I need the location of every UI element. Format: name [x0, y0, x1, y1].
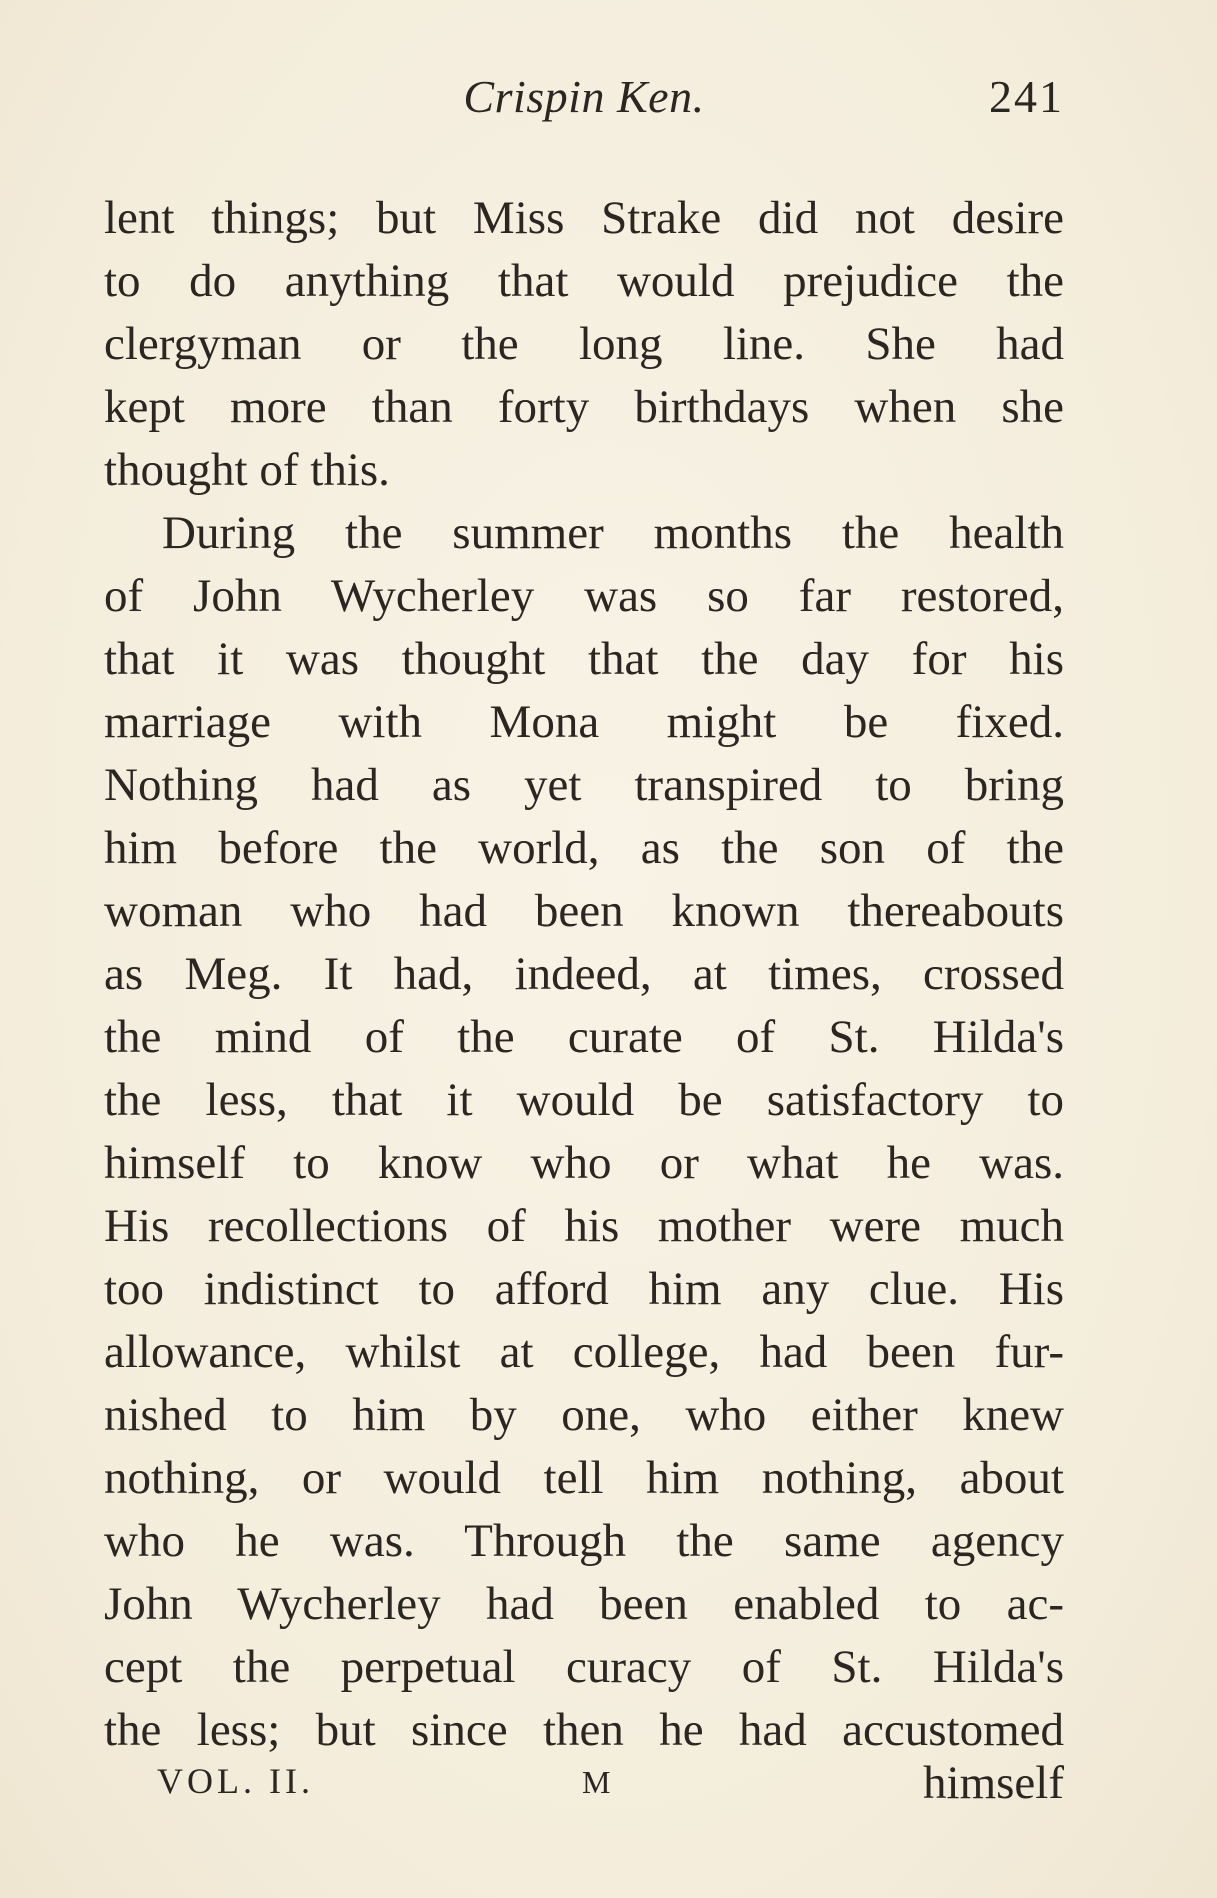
text-line: cept the perpetual curacy of St. Hilda's — [104, 1641, 1064, 1693]
text-line: clergyman or the long line. She had — [104, 318, 1064, 370]
text-line: allowance, whilst at college, had been fur- — [104, 1326, 1064, 1378]
page-footer — [104, 1757, 1064, 1820]
text-line: nothing, or would tell him nothing, about — [104, 1452, 1064, 1504]
text-line: woman who had been known thereabouts — [104, 885, 1064, 937]
text-line: who he was. Through the same agency — [104, 1515, 1064, 1567]
text-line: thought of this. — [104, 444, 390, 496]
running-head — [104, 70, 1064, 130]
body-text — [104, 187, 1064, 1762]
text-line: John Wycherley had been enabled to ac- — [104, 1578, 1064, 1630]
text-line: During the summer months the health — [162, 507, 1064, 559]
text-line: of John Wycherley was so far restored, — [104, 570, 1064, 622]
page-number: 241 — [989, 71, 1064, 122]
text-line: marriage with Mona might be fixed. — [104, 696, 1064, 748]
text-line: nished to him by one, who either knew — [104, 1389, 1064, 1441]
text-line: himself to know who or what he was. — [104, 1137, 1064, 1189]
text-line: the less, that it would be satisfactory to — [104, 1074, 1064, 1126]
volume-signature: VOL. II. — [157, 1761, 314, 1801]
text-line: lent things; but Miss Strake did not desire — [104, 192, 1064, 244]
running-title: Crispin Ken. — [463, 71, 705, 122]
text-line: the mind of the curate of St. Hilda's — [104, 1011, 1064, 1063]
text-line: that it was thought that the day for his — [104, 633, 1064, 685]
text-line: him before the world, as the son of the — [104, 822, 1064, 874]
text-line: as Meg. It had, indeed, at times, crossed — [104, 948, 1064, 1000]
text-line: the less; but since then he had accustomed — [104, 1704, 1064, 1756]
text-line: kept more than forty birthdays when she — [104, 381, 1064, 433]
text-line: Nothing had as yet transpired to bring — [104, 759, 1064, 811]
text-line: too indistinct to afford him any clue. His — [104, 1263, 1064, 1315]
catchword: himself — [923, 1757, 1064, 1809]
text-line: to do anything that would prejudice the — [104, 255, 1064, 307]
signature-mark: M — [582, 1764, 613, 1800]
text-line: His recollections of his mother were much — [104, 1200, 1064, 1252]
